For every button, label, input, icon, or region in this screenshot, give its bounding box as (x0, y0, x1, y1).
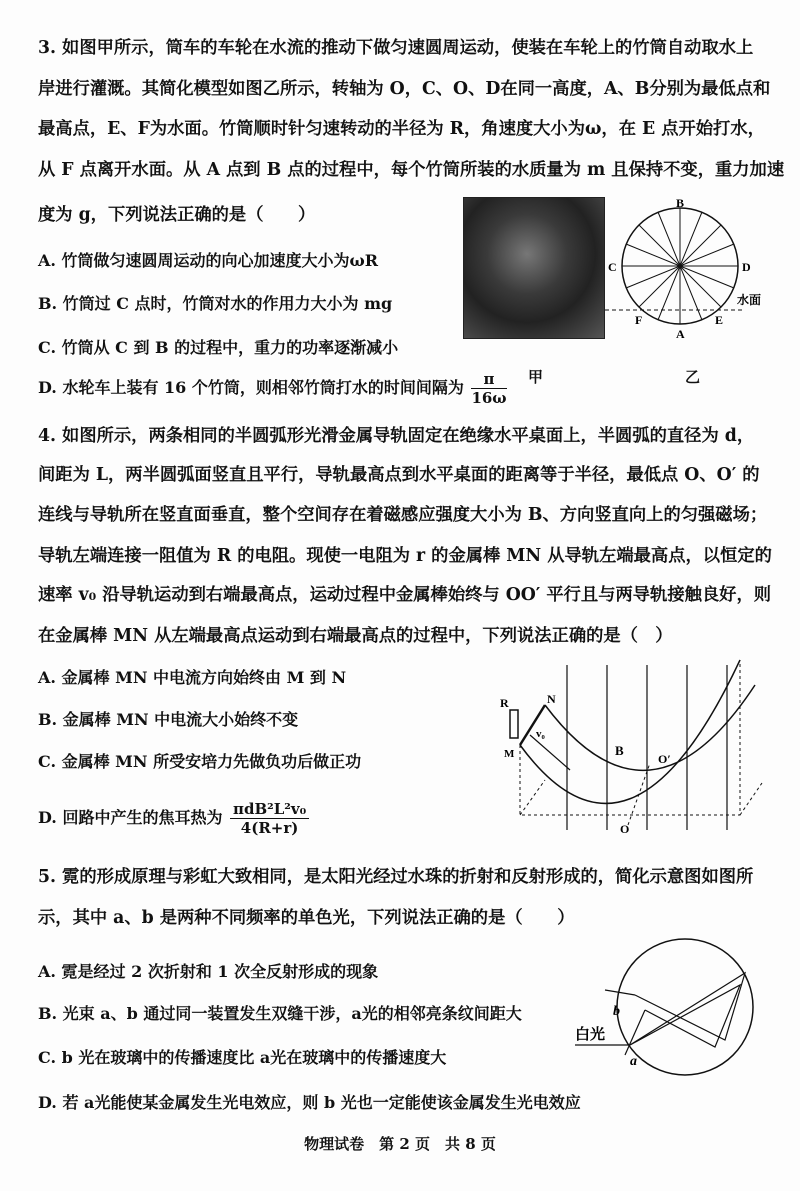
numerator: πdB²L²v₀ (230, 800, 309, 819)
rail-diagram (500, 655, 770, 845)
q3-line: 最高点，E、F为水面。竹筒顺时针匀速转动的半径为 R，角速度大小为ω，在 E 点开始打水， (38, 119, 765, 139)
q5-option-c: C. b 光在玻璃中的传播速度比 a光在玻璃中的传播速度大 (38, 1048, 447, 1067)
caption-yi: 乙 (685, 368, 701, 386)
q3-line: 岸进行灌溉。其简化模型如图乙所示，转轴为 O，C、O、D在同一高度，A、B分别为最低点和 (38, 79, 771, 99)
label-c: C (608, 260, 617, 274)
q3-option-d (38, 370, 507, 407)
label-f: F (635, 313, 643, 327)
q4-line: 在金属棒 MN 从左端最高点运动到右端最高点的过程中，下列说法正确的是（ ） (38, 626, 673, 646)
q4-line: 间距为 L，两半圆弧面竖直且平行，导轨最高点到水平桌面的距离等于半径，最低点 O、O′ 的 (38, 465, 760, 485)
q4-option-b: B. 金属棒 MN 中电流大小始终不变 (38, 710, 299, 729)
q3-line: 度为 g，下列说法正确的是（ ） (38, 205, 316, 225)
q3-option-b: B. 竹筒过 C 点时，竹筒对水的作用力大小为 mg (38, 294, 393, 313)
label-b-field: B (615, 743, 624, 758)
q3-option-d-text: D. 水轮车上装有 16 个竹筒，则相邻竹筒打水的时间间隔为 (38, 378, 464, 397)
water-droplet-diagram (575, 935, 765, 1085)
label-d: D (742, 260, 751, 274)
q4-line: 4. 如图所示，两条相同的半圆弧形光滑金属导轨固定在绝缘水平桌面上，半圆弧的直径为 d， (38, 426, 755, 446)
label-o-prime: O′ (658, 752, 671, 766)
q5-line: 5. 霓的形成原理与彩虹大致相同，是太阳光经过水珠的折射和反射形成的，简化示意图如图所 (38, 867, 754, 887)
waterwheel-photo (463, 197, 605, 339)
q4-line: 导轨左端连接一阻值为 R 的电阻。现使一电阻为 r 的金属棒 MN 从导轨左端最高点，以恒定的 (38, 546, 772, 566)
q3-option-a: A. 竹筒做匀速圆周运动的向心加速度大小为ωR (38, 251, 379, 270)
fraction (471, 370, 506, 407)
label-e: E (715, 313, 724, 327)
q3-line: 3. 如图甲所示，筒车的车轮在水流的推动下做匀速圆周运动，使装在车轮上的竹筒自动取水上 (38, 38, 754, 58)
q4-option-d-text: D. 回路中产生的焦耳热为 (38, 808, 223, 827)
label-b-light: b (613, 1004, 620, 1019)
label-b: B (676, 198, 685, 210)
numerator: π (471, 370, 506, 389)
label-r: R (500, 696, 509, 710)
q5-line: 示，其中 a、b 是两种不同频率的单色光，下列说法正确的是（ ） (38, 908, 575, 928)
label-water-surface: 水面 (737, 293, 762, 307)
q3-line: 从 F 点离开水面。从 A 点到 B 点的过程中，每个竹筒所装的水质量为 m 且保持不变，重力加速 (38, 160, 785, 180)
q4-option-d (38, 800, 309, 837)
denominator: 4(R+r) (240, 819, 299, 837)
label-white-light: 白光 (575, 1027, 606, 1043)
q5-option-d: D. 若 a光能使某金属发生光电效应，则 b 光也一定能使该金属发生光电效应 (38, 1093, 581, 1112)
q5-option-b: B. 光束 a、b 通过同一装置发生双缝干涉，a光的相邻亮条纹间距大 (38, 1004, 522, 1023)
label-o: O (620, 822, 630, 836)
label-m: M (504, 748, 515, 760)
waterwheel-diagram (605, 198, 775, 343)
label-v0: v₀ (536, 728, 545, 740)
denominator: 16ω (471, 389, 507, 407)
label-n: N (547, 692, 556, 706)
caption-jia: 甲 (528, 368, 544, 386)
q3-option-c: C. 竹筒从 C 到 B 的过程中，重力的功率逐渐减小 (38, 338, 399, 357)
fraction (230, 800, 309, 837)
q4-option-a: A. 金属棒 MN 中电流方向始终由 M 到 N (38, 668, 347, 687)
label-a: A (676, 327, 685, 341)
label-a-light: a (630, 1054, 637, 1069)
q4-line: 连线与导轨所在竖直面垂直，整个空间存在着磁感应强度大小为 B、方向竖直向上的匀强磁场； (38, 505, 768, 525)
q5-option-a: A. 霓是经过 2 次折射和 1 次全反射形成的现象 (38, 962, 379, 981)
page-footer: 物理试卷 第 2 页 共 8 页 (304, 1135, 496, 1153)
q4-option-c: C. 金属棒 MN 所受安培力先做负功后做正功 (38, 752, 362, 771)
q4-line: 速率 v₀ 沿导轨运动到右端最高点，运动过程中金属棒始终与 OO′ 平行且与两导轨接触良好，则 (38, 585, 772, 605)
